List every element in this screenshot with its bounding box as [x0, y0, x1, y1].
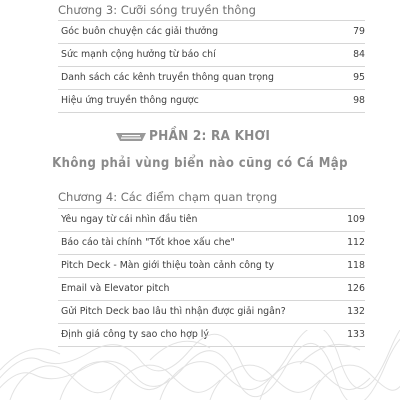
toc-entry-label: Yêu ngay từ cái nhìn đầu tiên: [61, 214, 198, 225]
toc-row[interactable]: [58, 277, 365, 300]
toc-page-number: 95: [353, 72, 365, 83]
toc-entry-label: Email và Elevator pitch: [61, 283, 170, 294]
toc-row[interactable]: [58, 66, 365, 89]
chapter-4-toc-list: [58, 208, 365, 347]
toc-page-number: 98: [353, 95, 365, 106]
toc-row[interactable]: [58, 300, 365, 323]
toc-page-number: 133: [347, 329, 365, 340]
toc-page-number: 79: [353, 26, 365, 37]
toc-page-number: 132: [347, 306, 365, 317]
toc-entry-label: Sức mạnh cộng hưởng từ báo chí: [61, 49, 216, 60]
toc-row[interactable]: [58, 89, 365, 113]
chapter-3-toc-list: [58, 20, 365, 113]
toc-row[interactable]: [58, 20, 365, 43]
toc-entry-label: Báo cáo tài chính "Tốt khoe xấu che": [61, 237, 235, 248]
toc-entry-label: Danh sách các kênh truyền thông quan trọng: [61, 72, 274, 83]
toc-page-number: 109: [347, 214, 365, 225]
part-title: PHẦN 2: RA KHƠI: [149, 128, 271, 144]
toc-entry-label: Định giá công ty sao cho hợp lý: [61, 329, 209, 340]
toc-page-number: 118: [347, 260, 365, 271]
toc-page-number: 126: [347, 283, 365, 294]
wave-pattern: [0, 330, 400, 400]
toc-row[interactable]: [58, 43, 365, 66]
toc-page-number: 112: [347, 237, 365, 248]
toc-row[interactable]: [58, 208, 365, 231]
toc-page-number: 84: [353, 49, 365, 60]
part-subtitle: Không phải vùng biển nào cũng có Cá Mập: [52, 156, 348, 171]
toc-entry-label: Gửi Pitch Deck bao lâu thì nhận được giải ngân?: [61, 306, 286, 317]
toc-row[interactable]: [58, 231, 365, 254]
chapter-4-title: Chương 4: Các điểm chạm quan trọng: [58, 190, 278, 204]
chapter-3-title: Chương 3: Cưỡi sóng truyền thông: [58, 3, 256, 17]
toc-entry-label: Hiệu ứng truyền thông ngược: [61, 95, 199, 106]
toc-entry-label: Góc buôn chuyện các giải thưởng: [61, 26, 219, 37]
boat-icon: [116, 131, 146, 143]
part-heading: [0, 128, 400, 148]
toc-row[interactable]: [58, 254, 365, 277]
toc-entry-label: Pitch Deck - Màn giới thiệu toàn cảnh công ty: [61, 260, 275, 271]
